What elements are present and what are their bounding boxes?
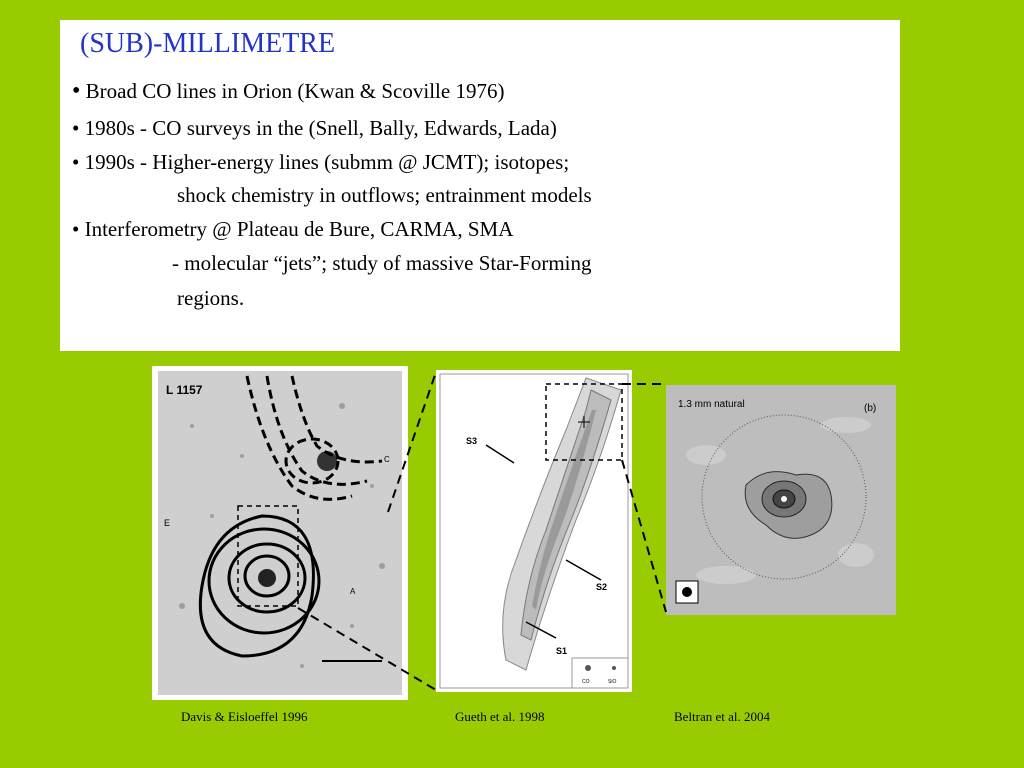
- bullet-text: Broad CO lines in Orion (Kwan & Scoville 1976): [85, 79, 505, 103]
- label-s2: S2: [596, 582, 608, 592]
- bullet-text: 1990s - Higher-energy lines (submm @ JCMT); isotopes;: [84, 150, 570, 174]
- figure-l1157-label: L 1157: [166, 383, 203, 397]
- bullet-marker: •: [72, 116, 80, 140]
- bullet-marker: •: [72, 217, 80, 241]
- marker-e: E: [164, 518, 171, 528]
- caption-davis: Davis & Eisloeffel 1996: [181, 709, 308, 724]
- caption-beltran: Beltran et al. 2004: [674, 709, 771, 724]
- bullet-marker: •: [72, 78, 81, 104]
- legend-sio: SiO: [608, 679, 617, 685]
- bullet-text: regions.: [177, 286, 245, 310]
- slide-title: (SUB)-MILLIMETRE: [80, 28, 336, 59]
- bullet-text: 1980s - CO surveys in the (Snell, Bally, Edwards, Lada): [84, 116, 557, 140]
- legend-co: CO: [582, 679, 590, 685]
- caption-gueth: Gueth et al. 1998: [455, 709, 545, 724]
- bullet-marker: •: [72, 150, 80, 174]
- label-s3: S3: [466, 436, 478, 446]
- label-s1: S1: [556, 646, 568, 656]
- marker-c: C: [384, 455, 390, 464]
- bullet-text: shock chemistry in outflows; entrainment models: [177, 183, 592, 207]
- figure-mm-label: 1.3 mm natural: [678, 399, 745, 410]
- figure-mm-tag: (b): [864, 403, 877, 414]
- bullet-text: - molecular “jets”; study of massive Star-Forming: [172, 251, 592, 275]
- marker-a: A: [350, 587, 356, 596]
- bullet-text: Interferometry @ Plateau de Bure, CARMA, SMA: [84, 217, 514, 241]
